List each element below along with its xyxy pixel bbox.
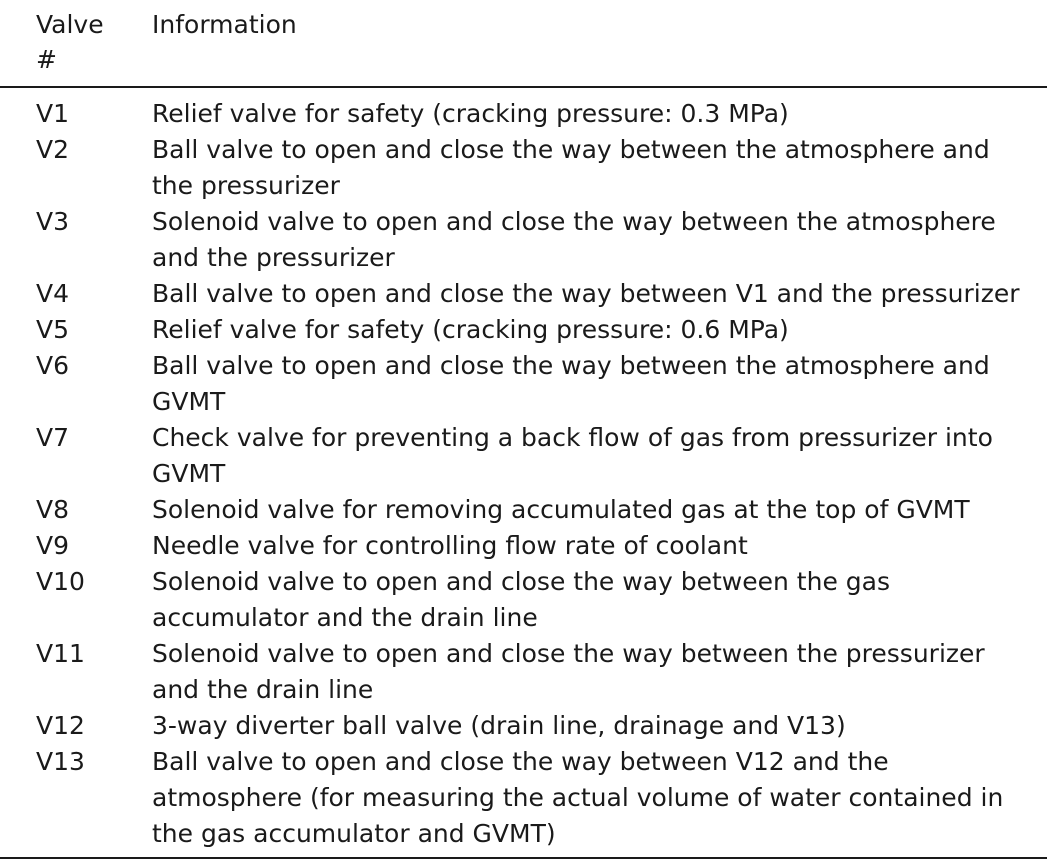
header-divider (0, 86, 1047, 88)
valve-information: Solenoid valve to open and close the way between the gas accumulator and the drain line (152, 567, 891, 632)
column-header-valve: Valve # (36, 10, 104, 74)
valve-information: Ball valve to open and close the way between the atmosphere and GVMT (152, 351, 990, 416)
table-row (0, 312, 1047, 348)
table-header (0, 0, 1047, 86)
table-row (0, 420, 1047, 492)
table-row (0, 528, 1047, 564)
valve-id: V5 (36, 315, 70, 344)
valve-id: V12 (36, 711, 85, 740)
valve-information: Needle valve for controlling flow rate of coolant (152, 531, 748, 560)
valve-id: V7 (36, 423, 70, 452)
valve-information: Ball valve to open and close the way between V1 and the pressurizer (152, 279, 1020, 308)
valve-information: Relief valve for safety (cracking pressure: 0.3 MPa) (152, 99, 789, 128)
valve-information: 3-way diverter ball valve (drain line, drainage and V13) (152, 711, 846, 740)
valve-information: Relief valve for safety (cracking pressure: 0.6 MPa) (152, 315, 789, 344)
valve-id: V4 (36, 279, 70, 308)
table-row (0, 348, 1047, 420)
valve-information: Solenoid valve to open and close the way between the atmosphere and the pressurizer (152, 207, 996, 272)
table-body (0, 96, 1047, 852)
table-row (0, 636, 1047, 708)
column-header-information: Information (152, 10, 297, 39)
table-row (0, 132, 1047, 204)
table-row (0, 744, 1047, 852)
valve-information: Solenoid valve for removing accumulated gas at the top of GVMT (152, 495, 970, 524)
valve-information: Ball valve to open and close the way between the atmosphere and the pressurizer (152, 135, 990, 200)
valve-id: V2 (36, 135, 70, 164)
valve-id: V11 (36, 639, 85, 668)
valve-id: V8 (36, 495, 70, 524)
table-row (0, 204, 1047, 276)
table-row (0, 708, 1047, 744)
table-row (0, 276, 1047, 312)
valve-information: Check valve for preventing a back flow of gas from pressurizer into GVMT (152, 423, 993, 488)
valve-id: V3 (36, 207, 70, 236)
valve-information: Ball valve to open and close the way between V12 and the atmosphere (for measuring the actual volume of water contained in the gas accumulator and GVMT) (152, 747, 1004, 848)
table-bottom-rule (0, 857, 1047, 859)
valve-information: Solenoid valve to open and close the way between the pressurizer and the drain line (152, 639, 985, 704)
valve-id: V1 (36, 99, 70, 128)
valve-id: V6 (36, 351, 70, 380)
table-row (0, 96, 1047, 132)
table-row (0, 492, 1047, 528)
valve-id: V10 (36, 567, 85, 596)
valve-id: V9 (36, 531, 70, 560)
valve-id: V13 (36, 747, 85, 776)
table-row (0, 564, 1047, 636)
